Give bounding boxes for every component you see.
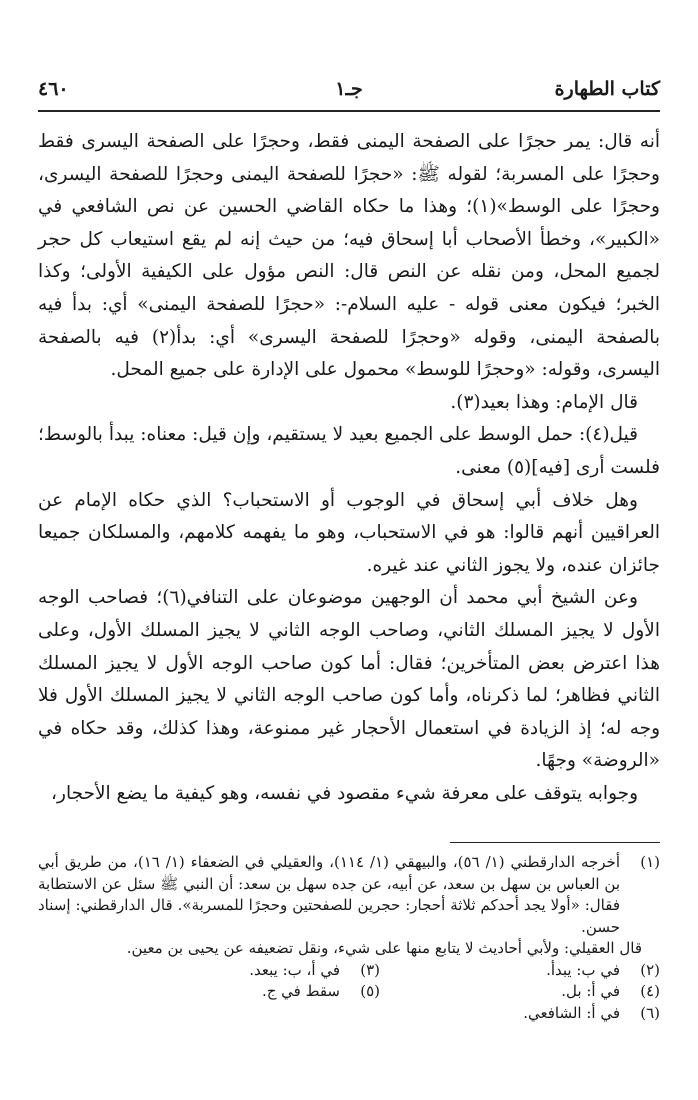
page-number: ٤٦٠: [38, 78, 69, 100]
footnote-text: قال العقيلي: ولأبي أحاديث لا يتابع منها على شيء، ونقل تضعيفه عن يحيى بن معين.: [126, 939, 642, 957]
footnote-5: [100, 981, 380, 1003]
footnote-number: (٣): [360, 960, 380, 979]
page-header: [38, 78, 660, 106]
footnote-row: [38, 1003, 660, 1025]
footnote-text: في أ: الشافعي.: [523, 1003, 620, 1022]
paragraph: قيل(٤): حمل الوسط على الجميع بعيد لا يستقيم، وإن قيل: معناه: يبدأ بالوسط؛ فلست أرى [فيه](٥) معنى.: [38, 424, 660, 478]
footnote-1-continuation: [38, 938, 660, 960]
book-title: كتاب الطهارة: [554, 78, 660, 100]
footnote-4: [380, 981, 660, 1003]
footnote-3: [100, 960, 380, 982]
footnote-text: في ب: يبدأ.: [546, 960, 620, 979]
footnote-number: (٤): [640, 982, 660, 1000]
footnote-number: (٢): [640, 960, 660, 979]
paragraph: قال الإمام: وهذا بعيد(٣).: [450, 391, 638, 413]
paragraph: أنه قال: يمر حجرًا على الصفحة اليمنى فقط، وحجرًا على الصفحة اليسرى فقط وحجرًا على المسربة؛ لقوله ﷺ: «حجرًا للصفحة اليمنى وحجرًا للصفحة اليسرى، وحجرًا على الوسط»(١)؛ وهذا ما حكاه القاضي الحسين عن نص الشافعي في «الكبير»، وخطأ الأصحاب أبا إسحاق فيه؛ من حيث إنه لم يقع استيعاب كل حجر لجميع المحل، ومن نقله عن النص قال: النص مؤول على الكيفية الأولى؛ وكذا الخبر؛ فيكون معنى قوله - عليه السلام-: «حجرًا للصفحة اليمنى» أي: بدأ فيه بالصفحة اليمنى، وقوله «وحجرًا للصفحة اليسرى» أي: بدأ(٢) فيه بالصفحة اليسرى، وقوله: «وحجرًا للوسط» محمول على الإدارة على جميع المحل.: [38, 131, 660, 381]
main-text: [38, 126, 660, 810]
paragraph: وجوابه يتوقف على معرفة شيء مقصود في نفسه، وهو كيفية ما يضع الأحجار،: [51, 782, 638, 804]
footnote-text: في أ: بل.: [561, 982, 620, 1000]
footnote-text: في أ، ب: يبعد.: [249, 960, 340, 979]
footnote-number: (٥): [360, 982, 380, 1000]
footnote-6: [380, 1003, 660, 1025]
footnote-text: سقط في ج.: [261, 982, 340, 1000]
footnote-row: [38, 960, 660, 982]
footnote-text: أخرجه الدارقطني (١/ ٥٦)، والبيهقي (١/ ١١٤)، والعقيلي في الضعفاء (١/ ١٦)، من طريق أبي بن العباس بن سهل بن سعد، عن أبيه، عن جده سهل بن سعد: أن النبي ﷺ سئل عن الاستطابة فقال: «أولا يجد أحدكم ثلاثة أحجار: حجرين للصفحتين وحجرًا للمسربة». قال الدارقطني: إسناد حسن.: [38, 853, 620, 936]
footnote-number: (٦): [640, 1003, 660, 1022]
footnote-2: [380, 960, 660, 982]
footnote-1: [38, 852, 660, 938]
paragraph: وعن الشيخ أبي محمد أن الوجهين موضوعان على التنافي(٦)؛ فصاحب الوجه الأول لا يجيز المسلك الثاني، وصاحب الوجه الثاني لا يجيز المسلك الأول، وعلى هذا اعترض بعض المتأخرين؛ فقال: أما كون صاحب الوجه الأول لا يجيز المسلك الثاني فظاهر؛ لما ذكرناه، وأما كون صاحب الوجه الثاني لا يجيز المسلك الأول فلا وجه له؛ إذ الزيادة في استعمال الأحجار غير ممنوعة، وهذا كذلك، وقد حكاه في «الروضة» وجهًا.: [38, 587, 660, 772]
volume-label: جـ١: [335, 78, 363, 100]
header-divider: [38, 110, 660, 112]
footnote-divider: [450, 842, 660, 843]
footnote-number: (١): [640, 853, 660, 871]
footnotes: [38, 852, 660, 1024]
paragraph: وهل خلاف أبي إسحاق في الوجوب أو الاستحباب؟ الذي حكاه الإمام عن العراقيين أنهم قالوا: هو في الاستحباب، وهو ما يفهمه كلامهم، والمسلكان جميعا جائزان عنده، ولا يجوز الثاني عند غيره.: [38, 489, 660, 576]
footnote-row: [38, 981, 660, 1003]
